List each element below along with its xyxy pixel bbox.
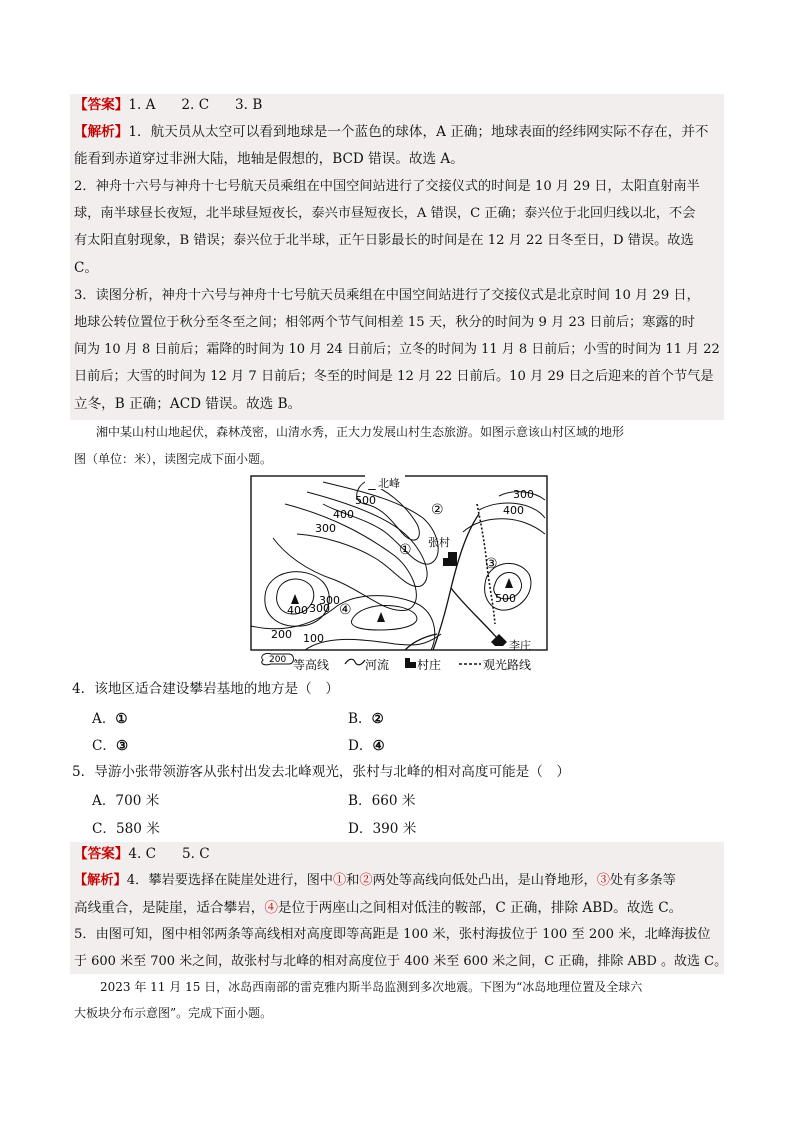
analysis-line: 间为 10 月 8 日前后；霜降的时间为 10 月 24 日前后；立冬的时间为 11 月 8 日前后；小雪的时间为 11 月 22 [74, 342, 720, 357]
analysis-line: 于 600 米至 700 米之间，故张村与北峰的相对高度位于 400 米至 600 米之间，C 正确，排除 ABD 。故选 C。 [74, 954, 728, 969]
contour-label: 200 [271, 628, 292, 641]
q4-option-d[interactable]: D．④ [348, 738, 385, 754]
analysis-line: C。 [74, 260, 98, 276]
place-label-lizhuang: 李庄 [509, 639, 531, 652]
analysis-line: 【解析】4．攀岩要选择在陡崖处进行，图中①和②两处等高线向低处凸出，是山脊地形，③处有多条等 [74, 873, 676, 888]
topographic-map [245, 474, 555, 676]
intro-paragraph: 大板块分布示意图”。完成下面小题。 [74, 1006, 273, 1020]
legend-route-label: 观光路线 [483, 658, 532, 672]
place-label-beifeng: 北峰 [378, 477, 400, 490]
contour-label: 400 [503, 504, 524, 517]
intro-paragraph: 2023 年 11 月 15 日，冰岛西南部的雷克雅内斯半岛监测到多次地震。下图为“冰岛地理位置及全球六 [100, 980, 643, 994]
place-label-zhangcun: 张村 [428, 536, 450, 549]
q5-option-a[interactable]: A．700 米 [92, 793, 160, 809]
legend-river-label: 河流 [365, 658, 390, 672]
analysis-line: 立冬，B 正确；ACD 错误。故选 B。 [74, 396, 302, 412]
intro-paragraph: 图（单位：米），读图完成下面小题。 [74, 452, 273, 466]
contour-label: 300 [309, 602, 330, 615]
analysis-line: 有太阳直射现象，B 错误；泰兴位于北半球，正午日影最长的时间是在 12 月 22 日冬至日，D 错误。故选 [74, 233, 694, 248]
q4-option-a[interactable]: A．① [92, 711, 128, 727]
analysis-line [74, 122, 726, 142]
q5-option-d[interactable]: D．390 米 [348, 821, 417, 837]
analysis-line: 5．由图可知，图中相邻两条等高线相对高度即等高距是 100 米，张村海拔位于 100 至 200 米，北峰海拔位 [74, 927, 711, 942]
contour-label: 400 [333, 508, 354, 521]
analysis-line: 日前后；大雪的时间为 12 月 7 日前后；冬至的时间是 12 月 22 日前后。10 月 29 日之后迎来的首个节气是 [74, 369, 714, 384]
analysis-line: 3．读图分析，神舟十六号与神舟十七号航天员乘组在中国空间站进行了交接仪式是北京时间 10 月 29 日， [74, 288, 700, 303]
contour-label: 500 [355, 494, 376, 507]
legend-contour-value: 200 [269, 655, 287, 665]
legend-village-label: 村庄 [417, 658, 442, 672]
q4-option-b[interactable]: B．② [348, 711, 384, 727]
map-legend [262, 653, 531, 672]
analysis-line: 能看到赤道穿过非洲大陆，地轴是假想的，BCD 错误。故选 A。 [74, 151, 464, 167]
contour-label: 500 [495, 592, 516, 605]
answer-line [74, 95, 726, 115]
contour-label: 100 [303, 632, 324, 645]
analysis-line: 地球公转位置位于秋分至冬至之间；相邻两个节气间相差 15 天，秋分的时间为 9 月 23 日前后；寒露的时 [74, 315, 695, 330]
marker-3: ③ [485, 556, 498, 572]
q5-option-c[interactable]: C．580 米 [92, 821, 160, 837]
legend-river-symbol [345, 659, 365, 665]
village-icon [448, 552, 457, 566]
contour-label: 300 [513, 488, 534, 501]
analysis-text: 1．航天员从太空可以看到地球是一个蓝色的球体，A 正确；地球表面的经纬网实际不存在，并不 [128, 124, 709, 140]
marker-4: ④ [339, 602, 352, 618]
marker-2: ② [431, 502, 444, 518]
intro-paragraph: 湘中某山村山地起伏，森林茂密，山清水秀，正大力发展山村生态旅游。如图示意该山村区域的地形 [96, 425, 625, 439]
analysis-line: 高线重合，是陡崖，适合攀岩，④是位于两座山之间相对低洼的鞍部，C 正确，排除 ABD。故选 C。 [74, 900, 683, 916]
contour-label: 300 [315, 522, 336, 535]
contour-label: 400 [287, 604, 308, 617]
question-4-stem: 4．该地区适合建设攀岩基地的地方是（ ） [72, 681, 339, 697]
contour-label: 300 [319, 594, 340, 607]
answer-line [74, 844, 726, 864]
analysis-tag: 【解析】 [74, 124, 129, 140]
answer-text: 1. A 2. C 3. B [128, 97, 263, 113]
q4-option-c[interactable]: C．③ [92, 738, 129, 754]
q5-option-b[interactable]: B．660 米 [348, 793, 416, 809]
marker-1: ① [399, 542, 412, 558]
answer-tag: 【答案】 [74, 97, 129, 113]
legend-contour-label: 等高线 [293, 658, 330, 672]
answer-tag: 【答案】 [74, 846, 129, 862]
question-5-stem: 5．导游小张带领游客从张村出发去北峰观光，张村与北峰的相对高度可能是（ ） [72, 764, 571, 780]
answer-text: 4. C 5. C [128, 846, 210, 862]
village-icon [443, 558, 449, 566]
analysis-line: 2．神舟十六号与神舟十七号航天员乘组在中国空间站进行了交接仪式的时间是 10 月 29 日，太阳直射南半 [74, 179, 700, 194]
analysis-tag: 【解析】 [74, 873, 127, 888]
legend-village-symbol [405, 658, 410, 668]
analysis-line: 球，南半球昼长夜短，北半球昼短夜长，泰兴市昼短夜长，A 错误，C 正确；泰兴位于北回归线以北，不会 [74, 206, 696, 221]
